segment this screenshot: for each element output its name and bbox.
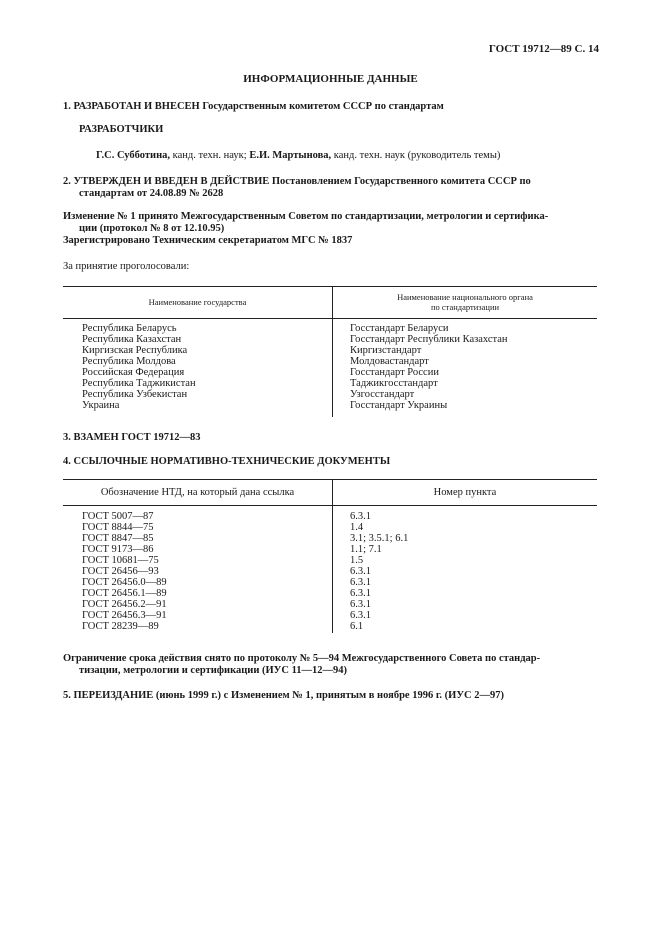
table-row: 6.3.1 [350, 599, 371, 610]
table-row: Госстандарт России [350, 367, 439, 378]
table-row: Киргизская Республика [82, 345, 188, 356]
table-row: Госстандарт Республики Казахстан [350, 334, 508, 345]
table-row: ГОСТ 8847—85 [82, 533, 154, 544]
table-row: 1.5 [350, 555, 364, 566]
developers-line [96, 150, 500, 161]
table-row: Узгосстандарт [350, 389, 415, 400]
table-row: Украина [82, 400, 120, 411]
table-1-header-rule [63, 318, 597, 319]
amendment-line-2: ции (протокол № 8 от 12.10.95) [79, 223, 225, 234]
table-2-col-1-header: Обозначение НТД, на который дана ссылка [100, 487, 295, 498]
table-row: ГОСТ 26456—93 [82, 566, 159, 577]
developer-1-name: Г.С. Субботина, [96, 150, 170, 161]
table-row: ГОСТ 10681—75 [82, 555, 159, 566]
table-2-clauses [350, 511, 408, 632]
table-row: ГОСТ 26456.3—91 [82, 610, 167, 621]
table-row: ГОСТ 26456.1—89 [82, 588, 167, 599]
section-1-heading: 1. РАЗРАБОТАН И ВНЕСЕН Государственным комитетом СССР по стандартам [63, 101, 444, 112]
table-2-column-divider [332, 479, 333, 633]
table-row: Госстандарт Украины [350, 400, 448, 411]
table-1-bodies [350, 323, 508, 411]
section-5-heading: 5. ПЕРЕИЗДАНИЕ (июнь 1999 г.) с Изменением № 1, принятым в ноябре 1996 г. (ИУС 2—97) [63, 690, 504, 701]
table-row: 6.3.1 [350, 610, 371, 621]
table-row: 6.3.1 [350, 566, 371, 577]
amendment-line-3: Зарегистрировано Техническим секретариатом МГС № 1837 [63, 235, 353, 246]
page-title: ИНФОРМАЦИОННЫЕ ДАННЫЕ [243, 73, 418, 85]
table-row: Республика Молдова [82, 356, 176, 367]
table-row: Госстандарт Беларуси [350, 323, 449, 334]
section-3-heading: 3. ВЗАМЕН ГОСТ 19712—83 [63, 432, 201, 443]
table-1-top-rule [63, 286, 597, 287]
table-1-col-2-header-line-2: по стандартизации [430, 302, 500, 312]
developer-1-info: канд. техн. наук; [170, 150, 250, 161]
table-row: ГОСТ 9173—86 [82, 544, 154, 555]
table-row: Российская Федерация [82, 367, 185, 378]
table-1-col-2-header [333, 292, 597, 312]
table-2-top-rule [63, 479, 597, 480]
table-row: Молдовастандарт [350, 356, 429, 367]
amendment-line-1: Изменение № 1 принято Межгосударственным Советом по стандартизации, метрологии и сертифика- [63, 211, 549, 222]
table-row: Республика Казахстан [82, 334, 182, 345]
table-row: ГОСТ 26456.0—89 [82, 577, 167, 588]
table-row: 3.1; 3.5.1; 6.1 [350, 533, 409, 544]
table-row: Таджикгосстандарт [350, 378, 438, 389]
voted-caption: За принятие проголосовали: [63, 261, 190, 272]
table-row: 6.1 [350, 621, 364, 632]
table-1-col-1-header: Наименование государства [148, 297, 247, 307]
section-2-line-1: 2. УТВЕРЖДЕН И ВВЕДЕН В ДЕЙСТВИЕ Постановлением Государственного комитета СССР по [63, 176, 531, 187]
developers-label: РАЗРАБОТЧИКИ [79, 124, 164, 135]
table-2-header-rule [63, 505, 597, 506]
table-row: 6.3.1 [350, 588, 371, 599]
table-row: 6.3.1 [350, 511, 371, 522]
table-row: ГОСТ 8844—75 [82, 522, 154, 533]
table-2-col-2-header: Номер пункта [433, 487, 497, 498]
developer-2-info: канд. техн. наук (руководитель темы) [331, 150, 501, 161]
table-1-states [82, 323, 196, 411]
table-row: 1.1; 7.1 [350, 544, 382, 555]
table-row: Республика Узбекистан [82, 389, 188, 400]
table-2-documents [82, 511, 167, 632]
table-row: Республика Таджикистан [82, 378, 196, 389]
limit-line-2: тизации, метрологии и сертификации (ИУС 11—12—94) [79, 665, 348, 676]
page-header-code: ГОСТ 19712—89 С. 14 [488, 43, 599, 55]
table-row: ГОСТ 28239—89 [82, 621, 159, 632]
limit-line-1: Ограничение срока действия снято по протоколу № 5—94 Межгосударственного Совета по стандар- [63, 653, 541, 664]
table-row: 1.4 [350, 522, 364, 533]
table-row: ГОСТ 5007—87 [82, 511, 154, 522]
table-row: 6.3.1 [350, 577, 371, 588]
table-1-col-2-header-line-1: Наименование национального органа [397, 292, 533, 302]
section-2-line-2: стандартам от 24.08.89 № 2628 [79, 188, 224, 199]
section-4-heading: 4. ССЫЛОЧНЫЕ НОРМАТИВНО-ТЕХНИЧЕСКИЕ ДОКУМЕНТЫ [63, 456, 391, 467]
developer-2-name: Е.И. Мартынова, [249, 150, 332, 161]
table-row: Киргизстандарт [350, 345, 422, 356]
table-row: Республика Беларусь [82, 323, 177, 334]
table-row: ГОСТ 26456.2—91 [82, 599, 167, 610]
